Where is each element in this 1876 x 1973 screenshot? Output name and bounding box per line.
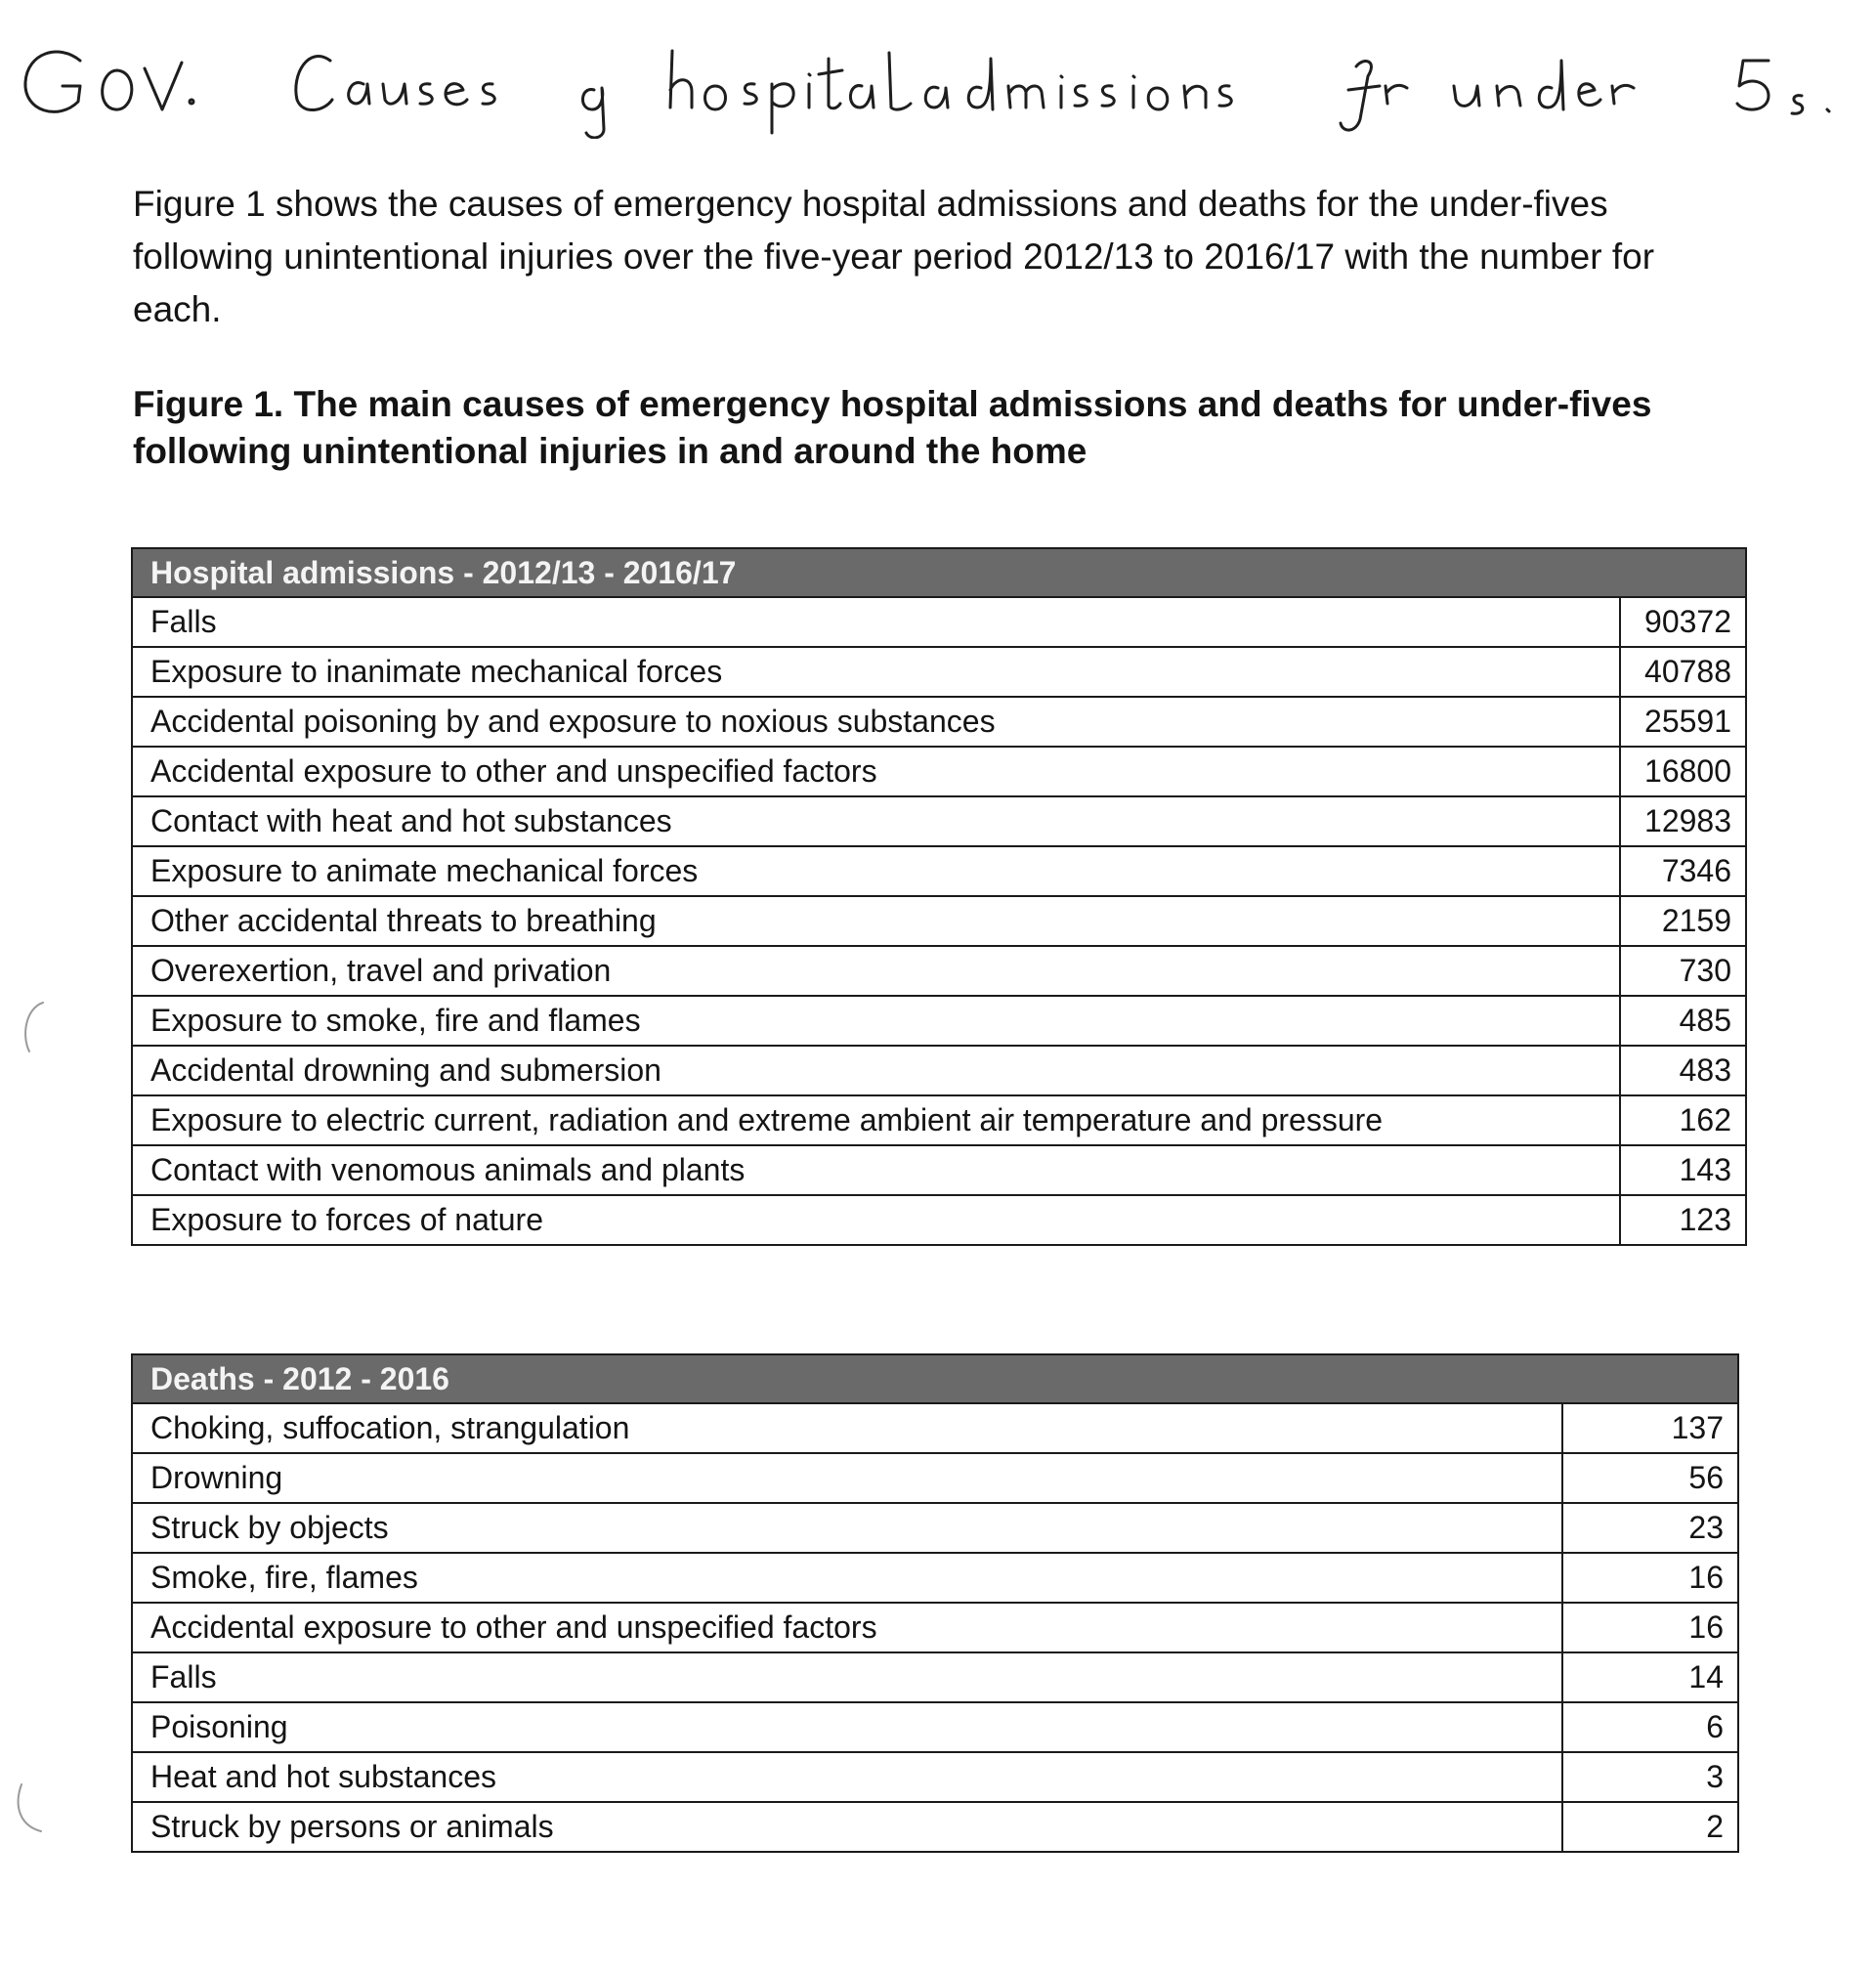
table-row [132, 1702, 1738, 1752]
table-row [132, 996, 1746, 1046]
cause-cell: Exposure to animate mechanical forces [132, 846, 1620, 896]
count-cell: 485 [1620, 996, 1746, 1046]
cause-cell: Heat and hot substances [132, 1752, 1562, 1802]
admissions-table-header: Hospital admissions - 2012/13 - 2016/17 [132, 548, 1746, 597]
table-row [132, 647, 1746, 697]
cause-cell: Contact with venomous animals and plants [132, 1145, 1620, 1195]
count-cell: 14 [1562, 1652, 1738, 1702]
cause-cell: Other accidental threats to breathing [132, 896, 1620, 946]
count-cell: 40788 [1620, 647, 1746, 697]
cause-cell: Smoke, fire, flames [132, 1553, 1562, 1603]
cause-cell: Drowning [132, 1453, 1562, 1503]
table-header-row [132, 548, 1746, 597]
table-row [132, 1752, 1738, 1802]
cause-cell: Accidental drowning and submersion [132, 1046, 1620, 1095]
table-row [132, 697, 1746, 747]
cause-cell: Struck by objects [132, 1503, 1562, 1553]
table-row [132, 1403, 1738, 1453]
table-row [132, 1145, 1746, 1195]
table-row [132, 796, 1746, 846]
count-cell: 137 [1562, 1403, 1738, 1453]
table-row [132, 1195, 1746, 1245]
count-cell: 16 [1562, 1603, 1738, 1652]
count-cell: 6 [1562, 1702, 1738, 1752]
margin-bracket-mark [10, 1779, 49, 1837]
count-cell: 16800 [1620, 747, 1746, 796]
handwritten-note [20, 31, 1837, 139]
cause-cell: Overexertion, travel and privation [132, 946, 1620, 996]
table-row [132, 1453, 1738, 1503]
count-cell: 3 [1562, 1752, 1738, 1802]
cause-cell: Falls [132, 1652, 1562, 1702]
table-row [132, 1095, 1746, 1145]
count-cell: 56 [1562, 1453, 1738, 1503]
count-cell: 2159 [1620, 896, 1746, 946]
cause-cell: Accidental exposure to other and unspecified factors [132, 1603, 1562, 1652]
count-cell: 7346 [1620, 846, 1746, 896]
count-cell: 2 [1562, 1802, 1738, 1852]
handwritten-note-image [20, 31, 1837, 139]
cause-cell: Exposure to forces of nature [132, 1195, 1620, 1245]
cause-cell: Poisoning [132, 1702, 1562, 1752]
table-header-row [132, 1354, 1738, 1403]
margin-bracket-mark [14, 997, 53, 1055]
deaths-table-header: Deaths - 2012 - 2016 [132, 1354, 1738, 1403]
cause-cell: Accidental poisoning by and exposure to noxious substances [132, 697, 1620, 747]
table-row [132, 1046, 1746, 1095]
count-cell: 23 [1562, 1503, 1738, 1553]
count-cell: 162 [1620, 1095, 1746, 1145]
figure-title: Figure 1. The main causes of emergency hospital admissions and deaths for under-fives following unintentional injuries in and around the home [133, 384, 1652, 471]
table-row [132, 597, 1746, 647]
table-row [132, 747, 1746, 796]
count-cell: 143 [1620, 1145, 1746, 1195]
cause-cell: Contact with heat and hot substances [132, 796, 1620, 846]
count-cell: 16 [1562, 1553, 1738, 1603]
deaths-table [131, 1353, 1739, 1853]
table-row [132, 896, 1746, 946]
count-cell: 12983 [1620, 796, 1746, 846]
cause-cell: Exposure to electric current, radiation and extreme ambient air temperature and pressure [132, 1095, 1620, 1145]
cause-cell: Falls [132, 597, 1620, 647]
table-row [132, 1802, 1738, 1852]
admissions-table [131, 547, 1747, 1246]
count-cell: 90372 [1620, 597, 1746, 647]
table-row [132, 1603, 1738, 1652]
intro-paragraph: Figure 1 shows the causes of emergency hospital admissions and deaths for the under-fives following unintentional injuries over the five-year period 2012/13 to 2016/17 with the number for each. [133, 184, 1655, 329]
cause-cell: Exposure to smoke, fire and flames [132, 996, 1620, 1046]
count-cell: 730 [1620, 946, 1746, 996]
count-cell: 483 [1620, 1046, 1746, 1095]
cause-cell: Choking, suffocation, strangulation [132, 1403, 1562, 1453]
count-cell: 123 [1620, 1195, 1746, 1245]
table-row [132, 846, 1746, 896]
cause-cell: Struck by persons or animals [132, 1802, 1562, 1852]
cause-cell: Exposure to inanimate mechanical forces [132, 647, 1620, 697]
cause-cell: Accidental exposure to other and unspecified factors [132, 747, 1620, 796]
table-row [132, 1503, 1738, 1553]
table-row [132, 1553, 1738, 1603]
table-row [132, 1652, 1738, 1702]
table-row [132, 946, 1746, 996]
count-cell: 25591 [1620, 697, 1746, 747]
